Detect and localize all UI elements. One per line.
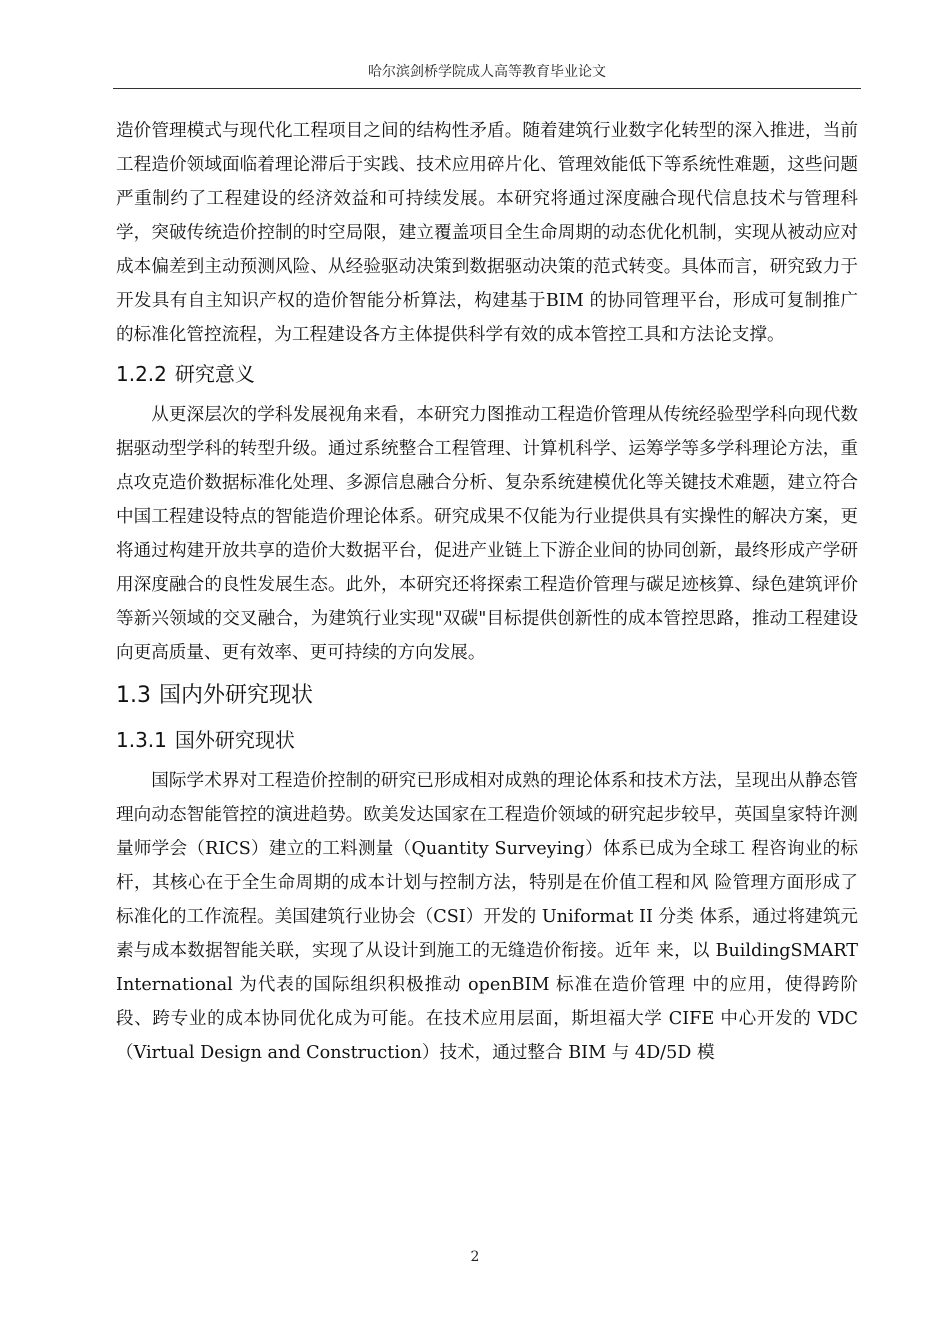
heading-title: 国内外研究现状: [159, 683, 314, 708]
running-header: 哈尔滨剑桥学院成人高等教育毕业论文: [368, 64, 606, 80]
heading-1-3: [116, 676, 858, 716]
heading-title: 研究意义: [174, 362, 255, 386]
paragraph-research-significance: 从更深层次的学科发展视角来看，本研究力图推动工程造价管理从传统经验型学科向现代数据驱动型学科的转型升级。通过系统整合工程管理、计算机科学、运筹学等多学科理论方法，重点攻克造价数据标准化处理、多源信息融合分析、复杂系统建模优化等关键技术难题，建立符合中国工程建设特点的智能造价理论体系。研究成果不仅能为行业提供具有实操性的解决方案，更将通过构建开放共享的造价大数据平台，促进产业链上下游企业间的协同创新，最终形成产学研用深度融合的良性发展生态。此外，本研究还将探索工程造价管理与碳足迹核算、绿色建筑评价等新兴领域的交叉融合，为建筑行业实现"双碳"目标提供创新性的成本管控思路，推动工程建设向更高质量、更有效率、更可持续的方向发展。: [116, 405, 858, 663]
page-body: [116, 114, 858, 1070]
heading-number: 1.2.2: [116, 362, 167, 386]
page-number: 2: [470, 1249, 480, 1265]
paragraph-foreign-research: 国际学术界对工程造价控制的研究已形成相对成熟的理论体系和技术方法，呈现出从静态管理向动态智能管控的演进趋势。欧美发达国家在工程造价领域的研究起步较早，英国皇家特许测量师学会（RICS）建立的工料测量（Quantity Surveying）体系已成为全球工 程咨询业的标杆，其核心在于全生命周期的成本计划与控制方法，特别是在价值工程和风 险管理方面形成了标准化的工作流程。美国建筑行业协会（CSI）开发的 Uniformat II 分类 体系，通过将建筑元素与成本数据智能关联，实现了从设计到施工的无缝造价衔接。近年 来，以 BuildingSMART International 为代表的国际组织积极推动 openBIM 标准在造价管理 中的应用，使得跨阶段、跨专业的成本协同优化成为可能。在技术应用层面，斯坦福大学 CIFE 中心开发的 VDC（Virtual Design and Construction）技术，通过整合 BIM 与 4D/5D 模: [116, 771, 858, 1063]
heading-1-3-1: [116, 722, 858, 758]
heading-title: 国外研究现状: [174, 728, 295, 752]
header-divider: [113, 88, 861, 89]
heading-number: 1.3: [116, 683, 151, 708]
paragraph-research-goal-continued: 造价管理模式与现代化工程项目之间的结构性矛盾。随着建筑行业数字化转型的深入推进，当前工程造价领域面临着理论滞后于实践、技术应用碎片化、管理效能低下等系统性难题，这些问题严重制约了工程建设的经济效益和可持续发展。本研究将通过深度融合现代信息技术与管理科学，突破传统造价控制的时空局限，建立覆盖项目全生命周期的动态优化机制，实现从被动应对成本偏差到主动预测风险、从经验驱动决策到数据驱动决策的范式转变。具体而言，研究致力于开发具有自主知识产权的造价智能分析算法，构建基于BIM 的协同管理平台，形成可复制推广的标准化管控流程，为工程建设各方主体提供科学有效的成本管控工具和方法论支撑。: [116, 121, 858, 345]
heading-1-2-2: [116, 356, 858, 392]
heading-number: 1.3.1: [116, 728, 167, 752]
